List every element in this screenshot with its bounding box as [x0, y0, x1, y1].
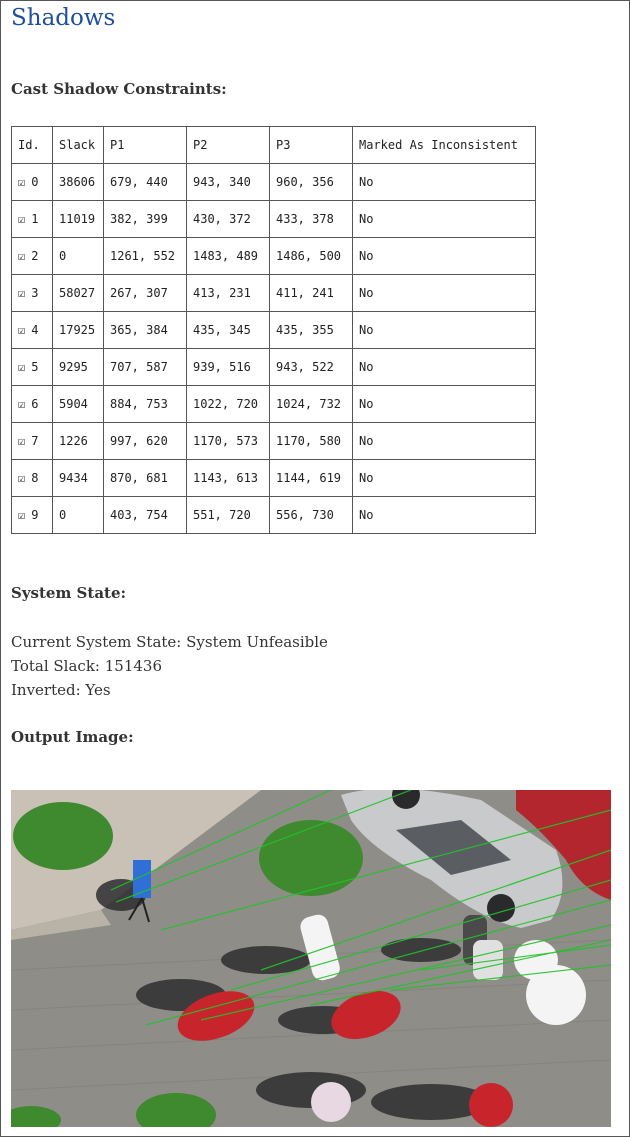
cell-p2: 1483, 489 [187, 238, 270, 275]
cell-p1: 403, 754 [104, 497, 187, 534]
table-row [12, 386, 536, 423]
row-id: 9 [31, 508, 39, 522]
cell-p2: 430, 372 [187, 201, 270, 238]
row-checkbox[interactable]: ☑ [18, 212, 26, 226]
cell-p3: 960, 356 [270, 164, 353, 201]
person-bottom [311, 1082, 351, 1122]
row-id: 7 [31, 434, 39, 448]
cell-p3: 411, 241 [270, 275, 353, 312]
row-checkbox[interactable]: ☑ [18, 249, 26, 263]
cell-marked: No [353, 201, 536, 238]
cell-p3: 1170, 580 [270, 423, 353, 460]
cell-id [12, 275, 53, 312]
cell-slack: 0 [53, 497, 104, 534]
cell-p1: 382, 399 [104, 201, 187, 238]
cell-p3: 943, 522 [270, 349, 353, 386]
col-header-marked: Marked As Inconsistent [353, 127, 536, 164]
cell-slack: 58027 [53, 275, 104, 312]
cell-marked: No [353, 386, 536, 423]
cell-marked: No [353, 460, 536, 497]
cell-p1: 707, 587 [104, 349, 187, 386]
cell-slack: 1226 [53, 423, 104, 460]
cell-slack: 17925 [53, 312, 104, 349]
cell-p1: 884, 753 [104, 386, 187, 423]
row-checkbox[interactable]: ☑ [18, 175, 26, 189]
shrub [259, 820, 363, 896]
cell-p2: 435, 345 [187, 312, 270, 349]
cell-p1: 365, 384 [104, 312, 187, 349]
car-wheel [487, 894, 515, 922]
person-bottom-right [469, 1083, 513, 1127]
table-row [12, 460, 536, 497]
row-checkbox[interactable]: ☑ [18, 323, 26, 337]
col-header-p1: P1 [104, 127, 187, 164]
cell-slack: 0 [53, 238, 104, 275]
cell-marked: No [353, 238, 536, 275]
cell-p2: 551, 720 [187, 497, 270, 534]
cell-marked: No [353, 312, 536, 349]
col-header-p3: P3 [270, 127, 353, 164]
row-id: 0 [31, 175, 39, 189]
cell-marked: No [353, 349, 536, 386]
cell-p1: 870, 681 [104, 460, 187, 497]
output-image-heading: Output Image: [11, 728, 134, 746]
table-row [12, 238, 536, 275]
cell-id [12, 349, 53, 386]
row-id: 8 [31, 471, 39, 485]
table-row [12, 164, 536, 201]
cell-p1: 267, 307 [104, 275, 187, 312]
row-id: 6 [31, 397, 39, 411]
cell-marked: No [353, 164, 536, 201]
cast-shadow-heading: Cast Shadow Constraints: [11, 80, 227, 98]
shrub [13, 802, 113, 870]
cell-p2: 1170, 573 [187, 423, 270, 460]
inverted-state: Inverted: Yes [11, 681, 111, 699]
cell-p2: 1022, 720 [187, 386, 270, 423]
cell-p3: 556, 730 [270, 497, 353, 534]
cell-id [12, 164, 53, 201]
cell-marked: No [353, 275, 536, 312]
cell-p3: 433, 378 [270, 201, 353, 238]
cell-p3: 1024, 732 [270, 386, 353, 423]
cell-slack: 5904 [53, 386, 104, 423]
cell-id [12, 238, 53, 275]
row-checkbox[interactable]: ☑ [18, 286, 26, 300]
row-checkbox[interactable]: ☑ [18, 434, 26, 448]
col-header-id: Id. [12, 127, 53, 164]
col-header-p2: P2 [187, 127, 270, 164]
constraints-table [11, 126, 536, 534]
row-checkbox[interactable]: ☑ [18, 471, 26, 485]
row-checkbox[interactable]: ☑ [18, 360, 26, 374]
cell-p2: 943, 340 [187, 164, 270, 201]
row-id: 2 [31, 249, 39, 263]
total-slack: Total Slack: 151436 [11, 657, 162, 675]
cell-id [12, 460, 53, 497]
col-header-slack: Slack [53, 127, 104, 164]
cell-p2: 939, 516 [187, 349, 270, 386]
cell-p2: 1143, 613 [187, 460, 270, 497]
current-system-state: Current System State: System Unfeasible [11, 633, 328, 651]
row-checkbox[interactable]: ☑ [18, 508, 26, 522]
table-row [12, 349, 536, 386]
cell-p3: 1144, 619 [270, 460, 353, 497]
cell-p3: 1486, 500 [270, 238, 353, 275]
table-row [12, 312, 536, 349]
table-header-row [12, 127, 536, 164]
table-row [12, 497, 536, 534]
cell-marked: No [353, 423, 536, 460]
cell-p2: 413, 231 [187, 275, 270, 312]
cell-p1: 679, 440 [104, 164, 187, 201]
cell-p1: 997, 620 [104, 423, 187, 460]
table-row [12, 423, 536, 460]
cell-marked: No [353, 497, 536, 534]
cell-id [12, 312, 53, 349]
row-id: 5 [31, 360, 39, 374]
cell-id [12, 423, 53, 460]
system-state-block [11, 630, 328, 702]
cell-slack: 11019 [53, 201, 104, 238]
table-row [12, 275, 536, 312]
page-title: Shadows [11, 5, 116, 31]
row-id: 4 [31, 323, 39, 337]
table-row [12, 201, 536, 238]
row-id: 1 [31, 212, 39, 226]
system-state-heading: System State: [11, 584, 127, 602]
output-image [11, 790, 611, 1127]
cell-slack: 38606 [53, 164, 104, 201]
cell-p3: 435, 355 [270, 312, 353, 349]
cell-id [12, 497, 53, 534]
cell-id [12, 386, 53, 423]
cell-slack: 9434 [53, 460, 104, 497]
row-id: 3 [31, 286, 39, 300]
cell-p1: 1261, 552 [104, 238, 187, 275]
row-checkbox[interactable]: ☑ [18, 397, 26, 411]
cell-id [12, 201, 53, 238]
cell-slack: 9295 [53, 349, 104, 386]
